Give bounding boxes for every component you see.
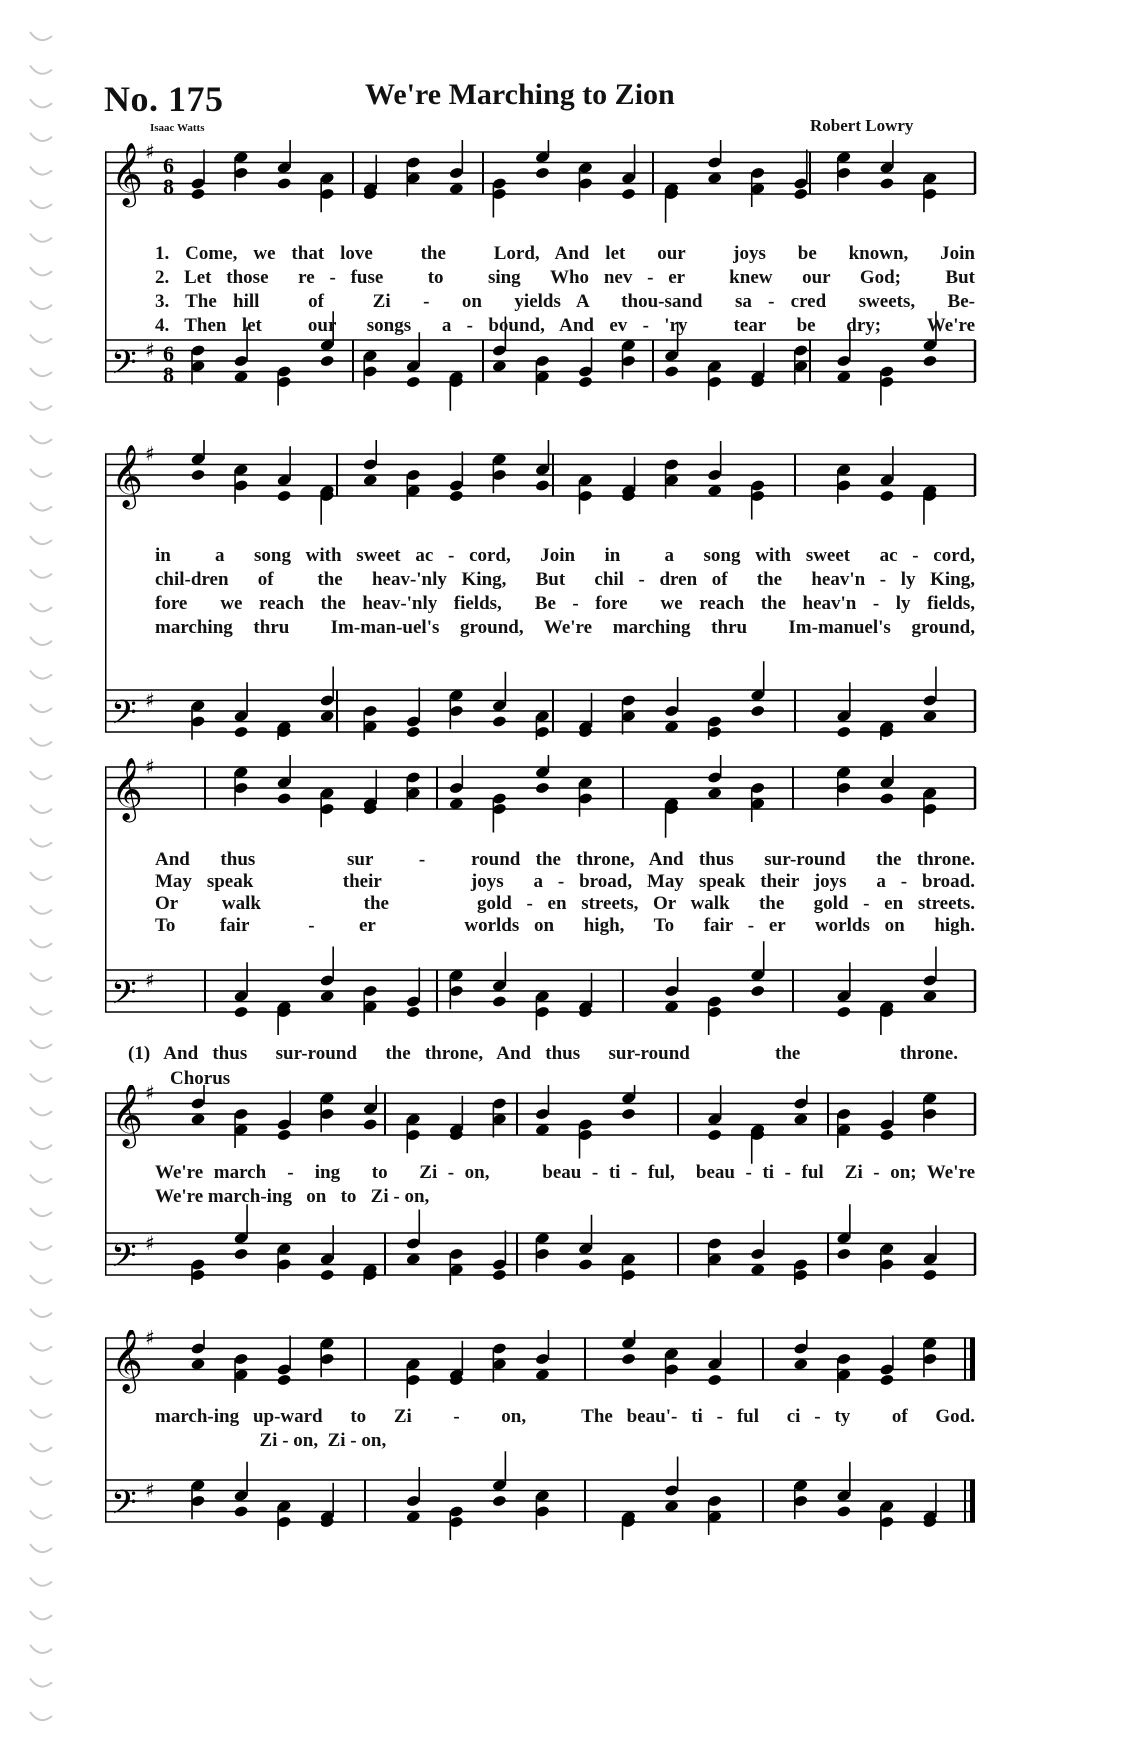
notehead [406,375,421,388]
binding-ring [30,1174,52,1182]
notehead [836,725,851,738]
notehead [621,1107,636,1120]
notehead [578,375,593,388]
bass-clef-icon: 𝄢 [111,694,137,740]
binding-ring [30,469,52,477]
binding-ring [30,1645,52,1653]
notehead [492,995,507,1008]
treble-clef-icon: 𝄞 [111,142,143,205]
binding-ring [30,1510,52,1518]
binding-ring [30,1107,52,1115]
verse-3-line: fore we reach the heav-'nly fields, Be - fore we reach the heav'n - ly fields, [155,594,975,614]
sharp-icon: ♯ [145,140,155,164]
binding-ring [30,1712,52,1720]
notehead [750,984,765,997]
notehead [233,1005,248,1018]
bass-clef-icon: 𝄢 [111,344,137,390]
binding-ring [30,973,52,981]
verse-4-line: marching thru Im-man-uel's ground, We're marching thru Im-manuel's ground, [155,618,975,638]
binding-ring [30,637,52,645]
binding-ring [30,1275,52,1283]
notehead [922,354,937,367]
binding-ring [30,1578,52,1586]
binding-ring [30,1208,52,1216]
binding-ring [30,1342,52,1350]
binding-ring [30,738,52,746]
verse-3-line: 3. The hill of Zi - on yields A thou-sand sa - cred sweets, Be- [155,292,975,312]
verse-3-line: Or walk the gold - en streets, Or walk the gold - en streets. [155,894,975,914]
notehead [363,1118,378,1131]
final-barline [970,1338,975,1380]
notehead [233,725,248,738]
binding-ring [30,1242,52,1250]
binding-ring [30,334,52,342]
notehead [319,1268,334,1281]
sharp-icon: ♯ [145,755,155,779]
notehead [449,489,464,502]
notehead [879,489,894,502]
verse-4-line: To fair - er worlds on high, To fair - er worlds on high. [155,916,975,936]
notehead [621,187,636,200]
verse-2-line: chil-dren of the heav-'nly King, But chil - dren of the heav'n - ly King, [155,570,975,590]
notehead [621,1352,636,1365]
treble-clef-icon: 𝄞 [111,1330,143,1391]
notehead [276,792,291,805]
notehead [836,1505,851,1518]
sharp-icon: ♯ [145,1330,155,1350]
binding-ring [30,838,52,846]
time-signature: 6 [163,153,174,178]
notehead [836,1247,851,1260]
notehead [406,1005,421,1018]
notehead [578,1258,593,1271]
hymn-title: We're Marching to Zion [365,78,675,111]
binding-ring [30,1376,52,1384]
notehead [276,489,291,502]
verse-1-line: in a song with sweet ac - cord, Join in a song with sweet ac - cord, [155,546,975,566]
notehead [922,1268,937,1281]
sharp-icon: ♯ [145,337,155,362]
treble-clef-icon: 𝄞 [111,757,143,820]
binding-ring [30,670,52,678]
binding-ring [30,502,52,510]
chorus-line-4: Zi - on, Zi - on, [155,1431,387,1451]
system-2-lyrics [155,546,975,642]
binding-ring [30,1443,52,1451]
chorus-line-1: We're march - ing to Zi - on, beau - ti - ful, beau - ti - ful Zi - on; We're [155,1163,975,1183]
notehead [750,704,765,717]
system-4-lyrics [155,1163,975,1211]
binding-ring [30,133,52,141]
notehead [190,468,205,481]
binding-ring [30,1309,52,1317]
binding-ring [30,771,52,779]
verse-1-line: And thus sur - round the throne, And thus sur-round the throne. [155,850,975,870]
binding-ring [30,200,52,208]
binding-ring [30,1678,52,1686]
notehead [492,1494,507,1507]
binding-ring [30,570,52,578]
notehead [492,1268,507,1281]
sharp-icon: ♯ [145,687,155,712]
binding-ring [30,166,52,174]
notehead [793,187,808,200]
spiral-binding [0,0,60,1760]
chorus-line-3: march-ing up-ward to Zi - on, The beau'- ti - ful ci - ty of God. [155,1407,975,1427]
sharp-icon: ♯ [145,967,155,992]
notehead [233,1247,248,1260]
binding-ring [30,939,52,947]
binding-ring [30,704,52,712]
notehead [190,187,205,200]
bass-clef-icon: 𝄢 [111,1237,137,1283]
verse-2-line: 2. Let those re - fuse to sing Who nev - er knew our God; But [155,268,975,288]
notehead [707,1128,722,1141]
binding-ring [30,32,52,40]
notehead [664,365,679,378]
binding-ring [30,1006,52,1014]
composer-credit: Robert Lowry [810,116,914,135]
binding-ring [30,603,52,611]
binding-ring [30,267,52,275]
sharp-icon: ♯ [145,1230,155,1255]
binding-ring [30,1040,52,1048]
binding-ring [30,368,52,376]
binding-ring [30,301,52,309]
time-signature: 8 [163,174,174,199]
chorus-line-2: We're march-ing on to Zi - on, [155,1187,430,1207]
verse-2-line: May speak their joys a - broad, May speak their joys a - broad. [155,872,975,892]
treble-clef-icon: 𝄞 [111,444,143,507]
chorus-label: Chorus [170,1068,231,1089]
hymn-number: No. 175 [104,79,224,119]
notehead [276,1128,291,1141]
binding-ring [30,1410,52,1418]
notehead [535,166,550,179]
verse-1-line: 1. Come, we that love the Lord, And let our joys be known, Join [155,244,975,264]
notehead [879,1373,894,1386]
notehead [879,1128,894,1141]
binding-ring [30,1544,52,1552]
notehead [233,1505,248,1518]
binding-ring [30,906,52,914]
binding-ring [30,872,52,880]
alternate-ending-note: (1) And thus sur-round the throne, And thus sur-round the throne. [128,1043,958,1064]
notehead [836,1005,851,1018]
binding-ring [30,805,52,813]
notehead [879,792,894,805]
system-1-lyrics [155,244,975,340]
binding-ring [30,536,52,544]
notehead [276,177,291,190]
notehead [879,177,894,190]
notehead [535,781,550,794]
binding-ring [30,234,52,242]
time-signature: 8 [163,362,174,387]
binding-ring [30,1141,52,1149]
notehead [406,725,421,738]
system-3-lyrics [155,850,975,938]
bass-clef-icon: 𝄢 [111,1484,137,1530]
bass-clef-icon: 𝄢 [111,974,137,1020]
binding-ring [30,99,52,107]
sharp-icon: ♯ [145,1085,155,1105]
final-barline [970,1480,975,1522]
binding-ring [30,435,52,443]
binding-ring [30,1074,52,1082]
binding-ring [30,1477,52,1485]
notehead [276,1373,291,1386]
binding-ring [30,66,52,74]
binding-ring [30,402,52,410]
lyricist-credit: Isaac Watts [150,122,205,134]
notehead [535,479,550,492]
notehead [319,354,334,367]
treble-clef-icon: 𝄞 [111,1085,143,1146]
binding-ring [30,1611,52,1619]
verse-4-line: 4. Then let our songs a - bound, And ev - 'ry tear be dry; We're [155,316,975,336]
time-signature: 6 [163,341,174,366]
sharp-icon: ♯ [145,441,155,466]
sharp-icon: ♯ [145,1477,155,1502]
system-5-lyrics [155,1407,975,1455]
notehead [492,715,507,728]
notehead [707,1373,722,1386]
